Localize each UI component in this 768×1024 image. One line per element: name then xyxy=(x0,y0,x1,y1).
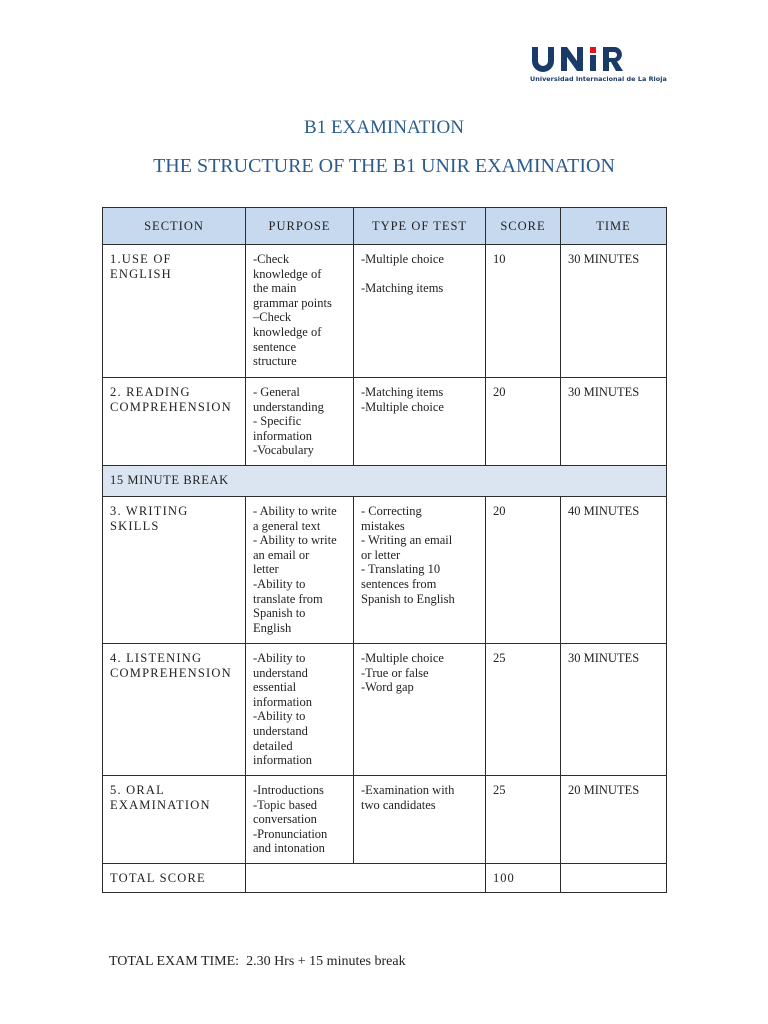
table-header-row xyxy=(103,208,667,245)
purpose-cell-line: essential xyxy=(253,680,297,695)
type-cell-line: - Writing an email xyxy=(361,533,453,548)
purpose-cell-line: - Ability to write xyxy=(253,504,337,518)
purpose-cell-line: translate from xyxy=(253,591,323,606)
type-cell-line: mistakes xyxy=(361,518,405,533)
purpose-cell-line: understanding xyxy=(253,399,324,414)
purpose-cell-line: understand xyxy=(253,665,308,680)
type-cell-line: -True or false xyxy=(361,665,429,680)
exam-title: B1 EXAMINATION xyxy=(304,117,464,138)
purpose-cell-line: an email or xyxy=(253,547,310,562)
purpose-cell-line: -Ability to xyxy=(253,576,306,591)
type-cell-line: Spanish to English xyxy=(361,591,455,606)
break-row xyxy=(103,466,667,497)
table-row xyxy=(103,644,667,776)
purpose-cell-line: information xyxy=(253,428,313,443)
type-cell-line: two candidates xyxy=(361,797,436,812)
header-score: SCORE xyxy=(486,208,561,245)
purpose-cell xyxy=(246,644,354,776)
purpose-cell-line: -Vocabulary xyxy=(253,443,314,458)
type-cell xyxy=(354,776,486,864)
purpose-cell-line: –Check xyxy=(253,310,292,325)
section-cell xyxy=(103,776,246,864)
section-cell xyxy=(103,378,246,466)
unir-logo xyxy=(530,44,667,88)
table-row xyxy=(103,776,667,864)
purpose-cell-line: knowledge of xyxy=(253,324,322,339)
header-purpose: PURPOSE xyxy=(246,208,354,245)
total-time-empty xyxy=(561,864,667,893)
type-cell-line: - Correcting xyxy=(361,504,422,518)
section-cell xyxy=(103,644,246,776)
header-type-of-test: TYPE OF TEST xyxy=(354,208,486,245)
purpose-cell-line: -Introductions xyxy=(253,783,324,797)
unir-tagline: Universidad Internacional de La Rioja xyxy=(530,75,667,83)
section-cell-line: 4. LISTENING xyxy=(110,651,203,665)
purpose-cell xyxy=(246,245,354,378)
purpose-cell-line: conversation xyxy=(253,812,317,827)
purpose-cell-line: the main xyxy=(253,281,297,296)
header-section: SECTION xyxy=(103,208,246,245)
time-cell: 20 MINUTES xyxy=(561,776,667,864)
exam-structure-table xyxy=(102,207,667,893)
section-cell-line: 3. WRITING xyxy=(110,504,189,518)
type-cell xyxy=(354,644,486,776)
break-label: 15 MINUTE BREAK xyxy=(103,466,667,497)
purpose-cell-line: understand xyxy=(253,723,308,738)
total-score: 100 xyxy=(486,864,561,893)
table-row xyxy=(103,497,667,644)
purpose-cell-line: knowledge of xyxy=(253,266,322,281)
table-row xyxy=(103,245,667,378)
type-cell xyxy=(354,378,486,466)
purpose-cell xyxy=(246,378,354,466)
unir-wordmark xyxy=(530,44,654,72)
purpose-cell xyxy=(246,776,354,864)
section-cell-line: ENGLISH xyxy=(110,266,172,281)
type-cell-line: -Multiple choice xyxy=(361,252,444,266)
purpose-cell-line: and intonation xyxy=(253,841,325,856)
purpose-cell-line: letter xyxy=(253,562,279,577)
purpose-cell-line: -Ability to xyxy=(253,709,306,724)
total-row xyxy=(103,864,667,893)
section-cell-line: 1.USE OF xyxy=(110,252,172,266)
type-cell-line: or letter xyxy=(361,547,401,562)
total-exam-time xyxy=(109,954,406,970)
section-cell xyxy=(103,497,246,644)
type-cell-line: -Examination with xyxy=(361,783,455,797)
purpose-cell xyxy=(246,497,354,644)
total-empty-cell xyxy=(246,864,486,893)
score-cell: 25 xyxy=(486,644,561,776)
purpose-cell-line: grammar points xyxy=(253,295,332,310)
type-cell-line: - Translating 10 xyxy=(361,562,441,577)
purpose-cell-line: - Ability to write xyxy=(253,533,337,548)
section-cell-line: EXAMINATION xyxy=(110,797,211,812)
purpose-cell-line: detailed xyxy=(253,738,293,753)
type-cell-line xyxy=(361,267,479,281)
score-cell: 20 xyxy=(486,378,561,466)
purpose-cell-line: - General xyxy=(253,385,300,399)
section-cell-line: 5. ORAL xyxy=(110,783,165,797)
total-exam-time-label: TOTAL EXAM TIME: xyxy=(109,954,240,969)
type-cell-line: -Matching items xyxy=(361,385,444,399)
purpose-cell-line: structure xyxy=(253,354,297,369)
purpose-cell-line: information xyxy=(253,753,313,768)
purpose-cell-line: - Specific xyxy=(253,414,302,429)
purpose-cell-line: a general text xyxy=(253,518,321,533)
unir-logo-icon xyxy=(530,46,650,72)
type-cell xyxy=(354,497,486,644)
type-cell-line: -Multiple choice xyxy=(361,399,444,414)
score-cell: 25 xyxy=(486,776,561,864)
purpose-cell-line: -Ability to xyxy=(253,651,306,665)
purpose-cell-line: Spanish to xyxy=(253,606,306,621)
purpose-cell-line: -Check xyxy=(253,252,290,266)
section-cell-line: SKILLS xyxy=(110,518,160,533)
purpose-cell-line: sentence xyxy=(253,339,297,354)
section-cell-line: 2. READING xyxy=(110,385,191,399)
time-cell: 30 MINUTES xyxy=(561,245,667,378)
exam-subtitle: THE STRUCTURE OF THE B1 UNIR EXAMINATION xyxy=(153,155,615,177)
purpose-cell-line: -Topic based xyxy=(253,797,318,812)
time-cell: 30 MINUTES xyxy=(561,378,667,466)
type-cell-line: sentences from xyxy=(361,576,437,591)
total-exam-time-value: 2.30 Hrs + 15 minutes break xyxy=(246,954,406,969)
section-cell-line: COMPREHENSION xyxy=(110,399,232,414)
header-time: TIME xyxy=(561,208,667,245)
type-cell-line: -Multiple choice xyxy=(361,651,444,665)
type-cell xyxy=(354,245,486,378)
table-row xyxy=(103,378,667,466)
purpose-cell-line: information xyxy=(253,694,313,709)
section-cell-line: COMPREHENSION xyxy=(110,665,232,680)
purpose-cell-line: -Pronunciation xyxy=(253,826,328,841)
time-cell: 30 MINUTES xyxy=(561,644,667,776)
total-label: TOTAL SCORE xyxy=(103,864,246,893)
purpose-cell-line: English xyxy=(253,620,292,635)
score-cell: 10 xyxy=(486,245,561,378)
type-cell-line: -Word gap xyxy=(361,680,414,695)
score-cell: 20 xyxy=(486,497,561,644)
time-cell: 40 MINUTES xyxy=(561,497,667,644)
section-cell xyxy=(103,245,246,378)
type-cell-line: -Matching items xyxy=(361,280,444,295)
